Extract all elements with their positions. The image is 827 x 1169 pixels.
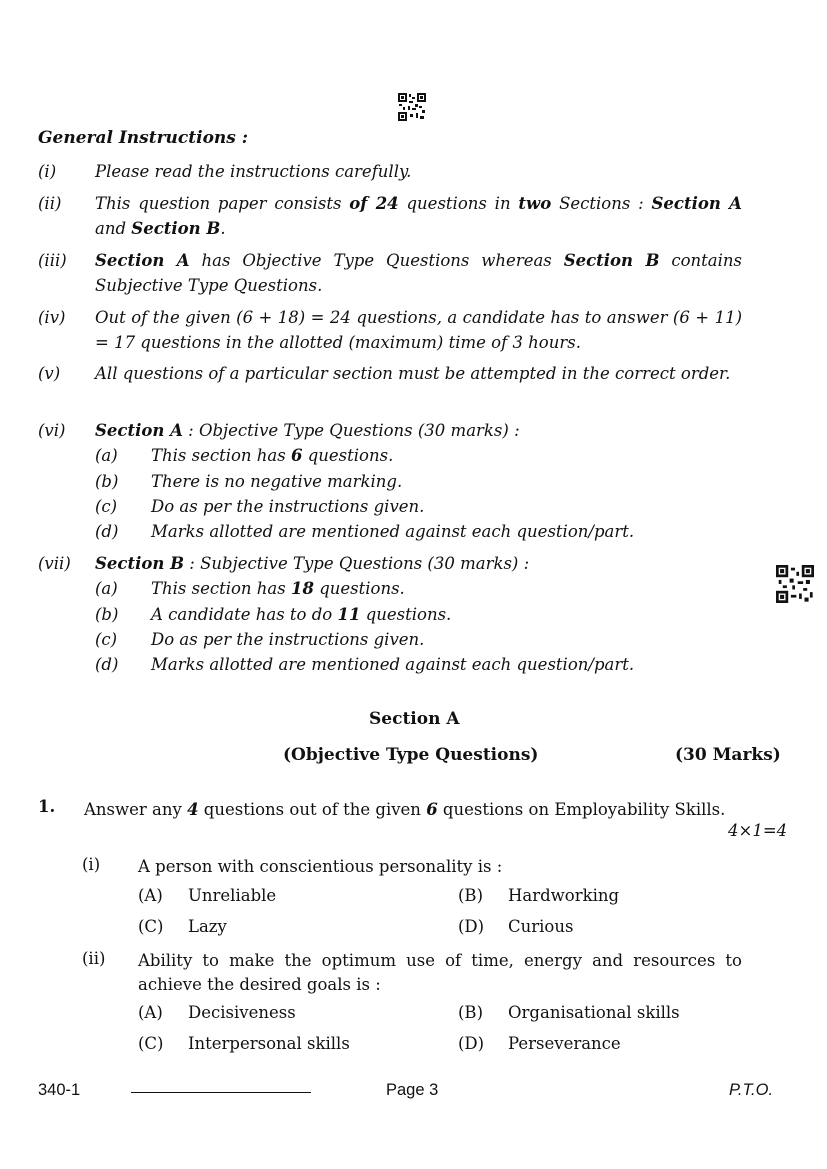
general-instructions-title: General Instructions : — [38, 128, 249, 148]
instruction-item — [38, 305, 742, 355]
option-text[interactable]: Perseverance — [508, 1034, 621, 1053]
qr-code-top — [398, 93, 426, 121]
sub-instruction-number: (d) — [95, 522, 119, 541]
sub-instruction-text: A candidate has to do 11 questions. — [151, 605, 452, 624]
option-label: (C) — [138, 1034, 164, 1053]
instruction-item — [38, 191, 742, 241]
footer-divider — [131, 1092, 311, 1093]
instruction-text: Out of the given (6 + 18) = 24 questions, a candidate has to answer (6 + 11) = 17 questions in the allotted (maximum) time of 3 hours. — [95, 308, 742, 352]
subquestion-text: A person with conscientious personality is : — [138, 857, 503, 876]
instruction-text: This question paper consists of 24 questions in two Sections : Section A and Section B. — [95, 194, 742, 238]
option-text[interactable]: Interpersonal skills — [188, 1034, 350, 1053]
instruction-number: (v) — [38, 364, 61, 383]
question-text: Answer any 4 questions out of the given 6 questions on Employability Skills. — [84, 800, 726, 819]
option-text[interactable]: Unreliable — [188, 886, 277, 905]
instruction-number: (iv) — [38, 308, 66, 327]
instruction-item — [38, 551, 742, 576]
instruction-text: Section B : Subjective Type Questions (30 marks) : — [95, 554, 530, 573]
instruction-text: Please read the instructions carefully. — [95, 162, 412, 181]
qr-code-side — [776, 565, 814, 603]
sub-instruction-text: There is no negative marking. — [151, 472, 403, 491]
option-text[interactable]: Lazy — [188, 917, 227, 936]
question-number: 1. — [38, 797, 56, 816]
sub-instruction — [95, 469, 735, 494]
sub-instruction — [95, 602, 735, 627]
option-text[interactable]: Decisiveness — [188, 1003, 296, 1022]
section-subtitle: (Objective Type Questions) — [283, 745, 539, 765]
page-number: Page 3 — [386, 1081, 439, 1099]
sub-instruction-text: Marks allotted are mentioned against each question/part. — [151, 522, 635, 541]
option-label: (D) — [458, 917, 485, 936]
instruction-text: All questions of a particular section must be attempted in the correct order. — [95, 364, 731, 383]
option-label: (C) — [138, 917, 164, 936]
sub-instruction — [95, 652, 735, 677]
option-label: (A) — [138, 1003, 163, 1022]
sub-instruction — [95, 443, 735, 468]
sub-instruction — [95, 576, 735, 601]
subquestion-number: (ii) — [82, 949, 106, 968]
subquestion-number: (i) — [82, 855, 101, 874]
instruction-text: Section A : Objective Type Questions (30 marks) : — [95, 421, 520, 440]
section-marks: (30 Marks) — [675, 745, 781, 765]
subquestion-text: Ability to make the optimum use of time, energy and resources to achieve the desired goals is : — [138, 951, 742, 994]
instruction-number: (iii) — [38, 251, 67, 270]
sub-instruction-number: (a) — [95, 446, 118, 465]
instruction-number: (vi) — [38, 421, 66, 440]
sub-instruction — [95, 519, 735, 544]
instruction-item — [38, 361, 742, 386]
sub-instruction — [95, 627, 735, 652]
option-label: (B) — [458, 1003, 483, 1022]
instruction-number: (i) — [38, 162, 57, 181]
sub-instruction-number: (c) — [95, 497, 118, 516]
instruction-item — [38, 418, 742, 443]
sub-instruction-text: Marks allotted are mentioned against each question/part. — [151, 655, 635, 674]
option-label: (D) — [458, 1034, 485, 1053]
pto-label: P.T.O. — [729, 1081, 774, 1099]
sub-instruction-text: Do as per the instructions given. — [151, 497, 425, 516]
sub-instruction-number: (d) — [95, 655, 119, 674]
sub-instruction-number: (c) — [95, 630, 118, 649]
option-label: (B) — [458, 886, 483, 905]
instruction-text: Section A has Objective Type Questions whereas Section B contains Subjective Type Questions. — [95, 251, 743, 295]
sub-instruction-number: (b) — [95, 472, 119, 491]
instruction-number: (ii) — [38, 194, 62, 213]
instruction-item — [38, 159, 742, 184]
question-marks: 4×1=4 — [728, 821, 788, 840]
sub-instruction-text: This section has 18 questions. — [151, 579, 405, 598]
option-text[interactable]: Organisational skills — [508, 1003, 680, 1022]
option-text[interactable]: Hardworking — [508, 886, 620, 905]
sub-instruction-number: (a) — [95, 579, 118, 598]
sub-instruction-text: This section has 6 questions. — [151, 446, 394, 465]
instruction-number: (vii) — [38, 554, 71, 573]
sub-instruction-text: Do as per the instructions given. — [151, 630, 425, 649]
instruction-item — [38, 248, 742, 298]
section-title: Section A — [369, 709, 460, 729]
option-label: (A) — [138, 886, 163, 905]
paper-code: 340-1 — [38, 1081, 81, 1099]
sub-instruction-number: (b) — [95, 605, 119, 624]
option-text[interactable]: Curious — [508, 917, 574, 936]
sub-instruction — [95, 494, 735, 519]
